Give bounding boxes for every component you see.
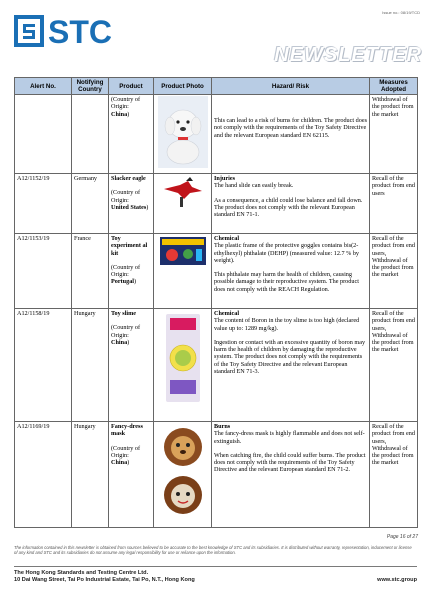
disclaimer-text: The information contained in this newsletter is obtained from sources believed to be accurate to the best knowledge of STC and its subsidiaries. It is distributed without warranty, representation, inducement or license of any kind and STC and its subsidiaries do not assume any legal responsibility for use or reliance upon the information.: [14, 545, 412, 555]
table-row: [15, 234, 418, 309]
product-name: Fancy-dress mask: [111, 423, 143, 438]
product-origin-value: China: [111, 459, 128, 467]
table-row: [15, 174, 418, 234]
hazard-risk: [212, 174, 370, 234]
notifying-country: [72, 95, 109, 174]
product-photo: [154, 422, 212, 528]
header-notifying-country: Notifying Country: [72, 78, 109, 95]
alert-no: A12/1153/19: [15, 234, 72, 309]
product-photo: [154, 174, 212, 234]
origin-close: ): [127, 338, 130, 346]
product-name: Toy experiment al kit: [111, 235, 148, 257]
risk-description: As a consequence, a child could lose balance and fall down. The product does not comply with the relevant European standard EN 71-1.: [214, 196, 363, 219]
toy-slime-package-photo: [158, 310, 208, 406]
lion-mask-photo: [158, 423, 208, 521]
product-cell: [109, 309, 154, 422]
product-cell: [109, 234, 154, 309]
table-row: [15, 95, 418, 174]
header-product-photo: Product Photo: [154, 78, 212, 95]
risk-title: Chemical: [214, 235, 240, 242]
red-eagle-toy-photo: [158, 175, 208, 209]
risk-title: Chemical: [214, 310, 240, 317]
product-photo: [154, 234, 212, 309]
hazard-risk: [212, 234, 370, 309]
product-origin-value: China: [111, 110, 128, 118]
product-origin-label: (Country of Origin:: [111, 263, 141, 279]
product-cell: [109, 422, 154, 528]
measures-adopted: Recall of the product from end users, Withdrawal of the product from the market: [370, 422, 418, 528]
stc-logo: [14, 14, 134, 48]
alert-no: A12/1152/19: [15, 174, 72, 234]
hazard-risk: [212, 422, 370, 528]
risk-description: The hand slide can easily break.: [214, 182, 294, 190]
product-name: Toy slime: [111, 310, 137, 317]
risk-description: The content of Boron in the toy slime is too high (declared value up to: 1289 mg/kg).: [214, 317, 360, 332]
page-header: [0, 0, 425, 80]
measures-adopted: Recall of the product from end users, Withdrawal of the product from the market: [370, 309, 418, 422]
company-name: The Hong Kong Standards and Testing Centre Ltd.: [14, 570, 149, 576]
hazard-risk: [212, 95, 370, 174]
product-origin-label: (Country of Origin:: [111, 444, 141, 459]
product-photo: [154, 95, 212, 174]
risk-description: When catching fire, the child could suffer burns. The product does not comply with the requirements of the Toy Safety Directive and the relevant European standard EN 71-2.: [214, 451, 366, 474]
product-cell: [109, 95, 154, 174]
logo-text: STC: [48, 14, 112, 48]
risk-description: Ingestion or contact with an excessive quantity of boron may harm the health of children by damaging the reproductive system. The product does not comply with the requirements of the Toy Safety Directive and the relevant European standard EN 71-3.: [214, 338, 366, 376]
alert-no: [15, 95, 72, 174]
table-row: [15, 422, 418, 528]
product-cell: [109, 174, 154, 234]
company-address: 10 Dai Wang Street, Tai Po Industrial Estate, Tai Po, N.T., Hong Kong: [14, 577, 195, 583]
product-origin-label: (Country of Origin:: [111, 189, 141, 204]
product-alerts-table: [14, 77, 418, 528]
page-number: Page 16 of 27: [386, 534, 418, 540]
measures-adopted: Recall of the product from end users: [370, 174, 418, 234]
table-row: [15, 309, 418, 422]
product-name: Slacker eagle: [111, 175, 146, 182]
newsletter-title: NEWSLETTER: [274, 44, 422, 66]
page-footer: [14, 566, 417, 584]
risk-description: This can lead to a risk of burns for children. The product does not comply with the requirements of the Toy Safety Directive and the relevant European standard EN 62115.: [214, 117, 367, 139]
risk-description: This phthalate may harm the health of children, causing possible damage to their reproductive system. The product does not comply with the REACH Regulation.: [214, 271, 359, 293]
product-origin-value: Portugal: [111, 278, 135, 286]
header-product: Product: [109, 78, 154, 95]
product-origin-value: China: [111, 338, 128, 346]
risk-description: The fancy-dress mask is highly flammable and does not self-extinguish.: [214, 430, 365, 445]
header-measures-adopted: Measures Adopted: [370, 78, 418, 95]
product-origin-label: (Country of Origin:: [111, 96, 141, 111]
origin-close: ): [127, 110, 130, 118]
notifying-country: Germany: [72, 174, 109, 234]
risk-title: Injuries: [214, 175, 235, 182]
notifying-country: Hungary: [72, 422, 109, 528]
origin-close: ): [146, 203, 149, 211]
origin-close: ): [134, 278, 137, 286]
website-link[interactable]: www.stc.group: [377, 577, 417, 583]
product-photo: [154, 309, 212, 422]
header-hazard-risk: Hazard/ Risk: [212, 78, 370, 95]
footer-divider: [14, 566, 417, 567]
risk-title: Burns: [214, 423, 231, 430]
white-plush-dog-photo: [158, 96, 208, 168]
hazard-risk: [212, 309, 370, 422]
header-alert-no: Alert No.: [15, 78, 72, 95]
risk-description: The plastic frame of the protective goggles contains bis(2-ethylhexyl) phthalate (DEHP) (measured value: 12.7 % by weight).: [214, 242, 360, 264]
product-origin-label: (Country of Origin:: [111, 324, 141, 339]
table-header-row: [15, 78, 418, 95]
notifying-country: Hungary: [72, 309, 109, 422]
alert-no: A12/1169/19: [15, 422, 72, 528]
product-origin-value: United States: [111, 203, 147, 211]
experiment-kit-box-photo: [158, 235, 208, 267]
measures-adopted: Recall of the product from end users, Withdrawal of the product from the market: [370, 234, 418, 309]
alert-no: A12/1158/19: [15, 309, 72, 422]
notifying-country: France: [72, 234, 109, 309]
origin-close: ): [127, 459, 130, 467]
measures-adopted: Withdrawal of the product from the market: [370, 95, 418, 174]
issue-number: Issue no.: 08/19/TCD: [382, 10, 420, 15]
